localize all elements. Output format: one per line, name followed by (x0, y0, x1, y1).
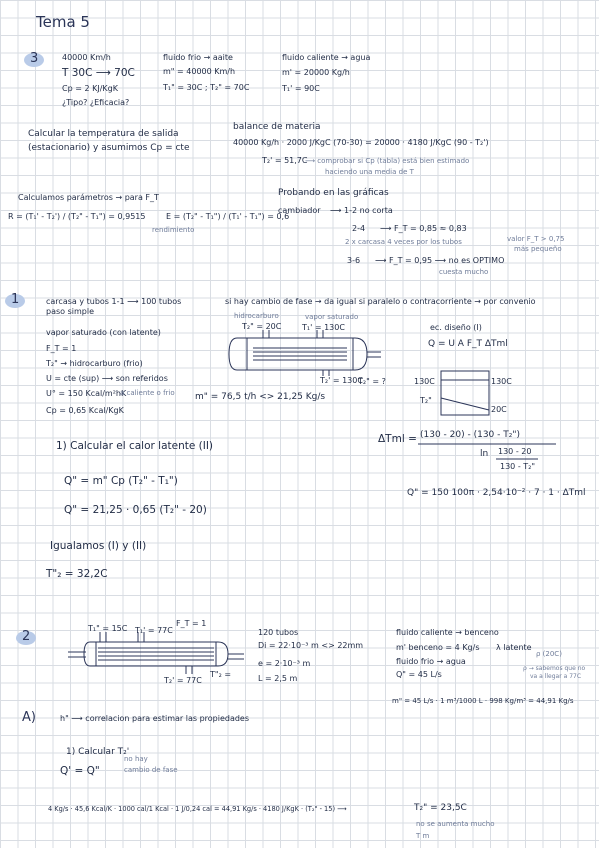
p3-hot-fluid: fluido caliente → agua (282, 53, 371, 62)
p1-dtml-lhs: ΔTml = (378, 433, 417, 445)
p1-dtml-numerator: (130 - 20) - (130 - T₂") (420, 430, 521, 440)
p2-tubes: 120 tubos (258, 628, 299, 637)
p1-t2-top: T₂" = 20C (242, 322, 282, 331)
p1-line-cp: Cp = 0,65 Kcal/KgK (46, 406, 124, 415)
p1-dtml-ln: ln (480, 449, 489, 459)
p2-hot-mass: m' benceno = 4 Kg/s (396, 643, 480, 652)
p1-desc2: paso simple (46, 307, 94, 316)
p1-design-title: ec. diseño (I) (430, 323, 482, 332)
p1-line-u: U = cte (sup) ⟶ son referidos (46, 374, 168, 383)
p3-balance-eq: 40000 Kg/h · 2000 J/KgC (70-30) = 20000 · 4180 J/KgC (90 - T₂') (233, 138, 489, 147)
p3-cold-temps: T₁" = 30C ; T₂" = 70C (163, 83, 250, 92)
p2-part-a: A) (22, 710, 36, 725)
p1-q-eq2: Q" = 21,25 · 0,65 (T₂" - 20) (64, 504, 207, 516)
p2-rho-note2: va a llegar a 77C (530, 673, 582, 680)
p1-line-u0: U° = 150 Kcal/m²hK (46, 389, 127, 398)
p2-calc-note2: cambio de fase (124, 766, 178, 774)
p1-latent-note: a caliente o frio (120, 389, 175, 397)
problem-number-2: 2 (22, 629, 31, 644)
p3-g3: 3-6 (347, 256, 361, 265)
p3-g3-result: ⟶ F_T = 0,95 ⟶ no es OPTIMO (375, 256, 505, 265)
p1-dtml-inner-bar (496, 458, 541, 460)
p1-temperature-profile (440, 370, 495, 420)
problem-number-3: 3 (30, 51, 39, 66)
p2-mass-eq: m" = 45 L/s · 1 m³/1000 L · 998 Kg/m³ = 44,91 Kg/s (392, 697, 574, 705)
p1-profile-bottom-right: 20C (491, 405, 507, 414)
p2-calc-t2: 1) Calcular T₂' (66, 747, 130, 757)
p2-cold-flow: Q" = 45 L/s (396, 670, 442, 679)
p1-profile-top-right: 130C (491, 377, 512, 386)
p3-hot-mass: m' = 20000 Kg/h (282, 68, 350, 77)
p3-temps: T 30C ⟶ 70C (62, 67, 135, 79)
p3-g1: ⟶ 1-2 no corta (330, 206, 393, 215)
p3-balance-note2: haciendo una media de T (325, 168, 414, 176)
p1-mass-eq: m" = 76,5 t/h <> 21,25 Kg/s (195, 392, 326, 402)
p2-latent: λ latente (496, 643, 532, 652)
p1-t2-unknown: T₂" = ? (358, 377, 386, 386)
p2-t1-hot: T₁' = 77C (135, 626, 173, 635)
p2-cold-fluid: fluido frio → agua (396, 657, 466, 666)
p2-q-eq: Q' = Q" (60, 765, 100, 777)
p3-rendimiento: rendimiento (152, 226, 195, 234)
p1-equate: Igualamos (I) y (II) (50, 540, 147, 552)
p2-ft: F_T = 1 (176, 619, 207, 628)
p3-g2-note: 2 x carcasa 4 veces por los tubos (345, 238, 462, 246)
p2-t1-cold: T₁" = 15C (88, 624, 128, 633)
p3-g2-value2: más pequeño (514, 245, 562, 253)
p3-balance-title: balance de materia (233, 122, 321, 132)
p3-g2-value: valor F_T > 0,75 (507, 235, 565, 243)
p2-final-eq: 4 Kg/s · 45,6 Kcal/K · 1000 cal/1 Kcal · 1 J/0,24 cal = 44,91 Kg/s · 4180 J/KgK · (T₂" - 15) ⟶ (48, 805, 347, 813)
p3-calc-line2: (estacionario) y asumimos Cp = cte (28, 143, 190, 153)
p3-balance-note1: ⟶ comprobar si Cp (tabla) está bien estimado (305, 157, 470, 165)
p3-g3-note: cuesta mucho (439, 268, 489, 276)
p1-phase-change: si hay cambio de fase → da igual si paralelo o contracorriente → por convenio (225, 297, 536, 306)
p2-final-result: T₂" = 23,5C (414, 803, 467, 813)
p1-dtml-inner-den: 130 - T₂" (500, 462, 536, 471)
p2-h-correlation: h" ⟶ correlacion para estimar las propiedades (60, 714, 250, 723)
page-title: Tema 5 (36, 13, 90, 31)
p1-profile-top-left: 130C (414, 377, 435, 386)
p2-final-note2: T m (416, 832, 430, 840)
p1-desc1: carcasa y tubos 1-1 ⟶ 100 tubos (46, 297, 182, 306)
p1-result: T"₂ = 32,2C (46, 568, 108, 580)
p2-rho: ρ (20C) (536, 650, 562, 658)
p3-g2: 2-4 (352, 224, 366, 233)
p2-t2-cold: T"₂ = (210, 670, 232, 679)
p3-params-title: Calculamos parámetros → para F_T (18, 193, 159, 202)
p3-g2-result: ⟶ F_T = 0,85 ≈ 0,83 (380, 224, 467, 233)
p1-vapor-label: vapor saturado (305, 313, 359, 321)
p3-cold-fluid: fluido frio → aaite (163, 53, 233, 62)
p1-dtml-inner-num: 130 - 20 (498, 447, 532, 456)
p1-line-vapor: vapor saturado (con latente) (46, 328, 161, 337)
p1-t3-bottom: T₂' = 130C (320, 376, 363, 385)
p3-question: ¿Tipo? ¿Eficacia? (62, 98, 130, 107)
p1-exchanger-diagram (225, 330, 385, 380)
p3-balance-result: T₂' = 51,7C (262, 156, 308, 165)
p1-q-eq1: Q" = m" Cp (T₂" - T₁") (64, 475, 178, 487)
p2-di: Di = 22·10⁻³ m <> 22mm (258, 641, 364, 650)
p3-graphs-title: Probando en las gráficas (278, 188, 389, 198)
p1-line-t2: T₂" → hidrocarburo (frio) (46, 359, 143, 368)
p1-design-eq: Q = U A F_T ΔTml (428, 339, 508, 349)
p3-hot-temp: T₁' = 90C (282, 84, 320, 93)
p1-dtml-fraction-bar (418, 443, 558, 445)
problem-number-1: 1 (11, 292, 20, 307)
p3-flow: 40000 Km/h (62, 53, 111, 62)
p3-r-eq: R = (T₁' - T₂') / (T₂" - T₁") = 0,9515 (8, 212, 146, 221)
p3-e-eq: E = (T₂" - T₁") / (T₁' - T₁") = 0,6 (166, 212, 290, 221)
p1-q-full-eq: Q" = 150 100π · 2,54·10⁻² · 7 · 1 · ΔTml (407, 488, 586, 498)
p2-t2-hot: T₂' = 77C (164, 676, 202, 685)
p2-rho-note1: ρ → sabemos que no (523, 665, 586, 672)
p1-line-ft: F_T = 1 (46, 344, 77, 353)
p2-calc-note1: no hay (124, 755, 148, 763)
p1-step1: 1) Calcular el calor latente (II) (56, 440, 214, 452)
p2-hot-fluid: fluido caliente → benceno (396, 628, 499, 637)
p1-profile-bottom-left: T₂" (420, 396, 432, 405)
p2-e: e = 2·10⁻³ m (258, 659, 311, 668)
p3-cp: Cp = 2 KJ/KgK (62, 84, 118, 93)
p2-final-note1: no se aumenta mucho (416, 820, 495, 828)
p3-cold-mass: m" = 40000 Km/h (163, 67, 236, 76)
p3-calc-line1: Calcular la temperatura de salida (28, 129, 179, 139)
p2-l: L = 2,5 m (258, 674, 298, 683)
p1-t1-top: T₁' = 130C (302, 323, 345, 332)
p3-cambiador: cambiador (278, 206, 321, 215)
p1-hydrocarbon-label: hidrocarburo (234, 312, 279, 320)
